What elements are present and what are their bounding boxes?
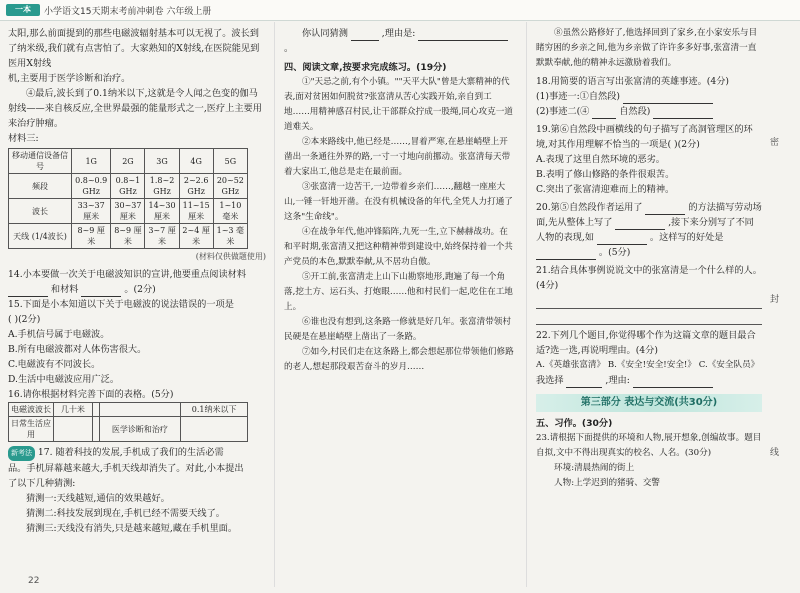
answer-cell[interactable] — [181, 417, 248, 442]
question-19: 19.第⑥自然段中画横线的句子描写了高洞管理区的环境,对其作用理解不恰当的一项是( )(2分) — [536, 124, 753, 150]
reason-label: ,理由: — [605, 375, 630, 386]
paragraph: ④在战争年代,他冲锋陷阵,九死一生,立下赫赫战功。在和平时期,张富清又把这种精神带到建设中,始终保持着一个共产党员的本色,默默奉献,从不居功自傲。 — [284, 227, 513, 267]
question-23: 23.请根据下面提供的环境和人物,展开想象,创编故事。题目自拟,文中不得出现真实的校名、人名。(30分) — [536, 433, 762, 458]
q20-text: 。(5分) — [598, 247, 631, 258]
option: C.突出了张富清迎难而上的精神。 — [536, 184, 675, 195]
answer-blank[interactable] — [597, 233, 647, 245]
table-row — [9, 403, 248, 417]
answer-blank[interactable] — [351, 29, 379, 41]
answer-blank[interactable] — [633, 376, 713, 388]
table-cell: 0.1纳米以下 — [181, 403, 248, 417]
table-row — [9, 174, 248, 199]
intro-line: 太阳,那么前面提到的那些电磁波辐射基本可以无视了。波长到 — [8, 28, 259, 39]
seal-mark: 线 — [770, 448, 780, 458]
q14-mid: 和材料 — [50, 284, 79, 295]
paragraph: ⑥谁也没有想到,这条路一修就是好几年。张富清带领村民硬是在悬崖峭壁上凿出了一条路。 — [284, 317, 511, 342]
question-14 — [8, 267, 266, 297]
answer-cell[interactable] — [92, 403, 99, 417]
table-row — [9, 417, 248, 442]
section-5-title: 五、习作。(30分) — [536, 418, 613, 429]
seal-mark: 密 — [770, 138, 780, 148]
section-4-title: 四、阅读文章,按要求完成练习。(19分) — [284, 62, 447, 73]
intro-line: 射线——来自核反应,全世界最强的能量形式之一,医疗上主要用 — [8, 103, 262, 114]
period: 。 — [284, 43, 294, 54]
table-cell: 8~9 厘米 — [111, 224, 145, 249]
table-header: 3G — [145, 149, 179, 174]
choice-label: 我选择 — [536, 375, 564, 386]
table-header: 5G — [213, 149, 247, 174]
intro-line: 机,主要用于医学诊断和治疗。 — [8, 73, 131, 84]
seal-mark: 封 — [770, 295, 780, 305]
table-cell: 33~37 厘米 — [72, 199, 111, 224]
answer-cell[interactable] — [92, 417, 99, 442]
table-cell: 3~7 厘米 — [145, 224, 179, 249]
table-cell: 20~52 GHz — [213, 174, 247, 199]
table-cell: 天线 (1/4波长) — [9, 224, 72, 249]
paragraph: ③张富清一边苦干,一边带着乡亲们……,翻越一座座大山,一锤一钎地开凿。在没有机械设备的年代,全凭人力打通了这条"生命线"。 — [284, 182, 513, 222]
q17-line: 猜测三:天线没有消失,只是越来越短,藏在手机里面。 — [26, 523, 238, 534]
question-17 — [8, 445, 266, 461]
table-cell: 1.8~2 GHz — [145, 174, 179, 199]
intro-line: ④最后,波长到了0.1纳米以下,这就是令人闻之色变的伽马 — [26, 88, 258, 99]
question-22: 22.下列几个题目,你觉得哪个作为这篇文章的题目最合适?选一选,再说明理由。(4分) — [536, 330, 756, 356]
q22-options: A.《英雄张富清》 B.《安全!安全!安全!》 C.《安全队员》 — [536, 360, 760, 370]
brand-logo: 一本 — [6, 4, 40, 16]
question-15: 15.下面是小本知道以下关于电磁波的说法错误的一项是 — [8, 299, 234, 310]
table-cell: 波长 — [9, 199, 72, 224]
guess-label: 你认同猜测 — [302, 28, 348, 39]
q20-text: 的方法描写劳动场面,先从整体上写了 — [536, 202, 762, 228]
table-cell: 几十米 — [54, 403, 93, 417]
answer-blank[interactable] — [8, 285, 48, 297]
table-cell: 11~15 厘米 — [179, 199, 213, 224]
paragraph: ⑦如今,村民们走在这条路上,都会想起那位带领他们修路的老人,想起那段艰苦奋斗的岁月…… — [284, 347, 514, 372]
series-title: 小学语文15天期末考前冲刺卷 六年级上册 — [44, 7, 212, 17]
reason-label: ,理由是: — [381, 28, 416, 39]
table-cell: 频段 — [9, 174, 72, 199]
paragraph: ⑧虽然公路修好了,他选择回到了家乡,在小家安乐与目睹穷困的乡亲之间,他为乡亲做了许许多多好事,张富清一直默默奉献,他的精神永远激励着我们。 — [536, 28, 758, 68]
table-header: 移动通信设备信号 — [9, 149, 72, 174]
material-title: 材料三: — [8, 133, 39, 144]
question-21: 21.结合具体事例说说文中的张富清是一个什么样的人。(4分) — [536, 265, 762, 291]
right-column — [536, 26, 762, 491]
column-divider — [274, 22, 275, 587]
q20-text: 。这样写的好处是 — [649, 232, 724, 243]
q20-text: ,接下来分别写了不同人物的表现,如 — [536, 217, 754, 243]
q18-item — [536, 104, 762, 119]
table-row — [9, 149, 248, 174]
table-note: (材料仅供做题使用) — [195, 252, 266, 261]
option: B.所有电磁波都对人体伤害很大。 — [8, 344, 147, 355]
table-cell: 2~2.6 GHz — [179, 174, 213, 199]
answer-blank[interactable] — [81, 285, 121, 297]
table-cell: 1~10 毫米 — [213, 199, 247, 224]
option: A.手机信号属于电磁波。 — [8, 329, 110, 340]
answer-blank[interactable] — [418, 29, 508, 41]
option: D.生活中电磁波应用广泛。 — [8, 374, 120, 385]
table-row — [9, 224, 248, 249]
q17-line: 17. 随着科技的发展,手机成了我们的生活必需 — [37, 447, 224, 458]
answer-blank[interactable] — [536, 248, 596, 260]
table-cell: 0.8~0.9 GHz — [72, 174, 111, 199]
q22-choice — [536, 373, 762, 388]
question-18: 18.用简要的语言写出张富清的英雄事迹。(4分) — [536, 76, 729, 87]
intro-line: 来治疗肿瘤。 — [8, 118, 64, 129]
table-header: 1G — [72, 149, 111, 174]
q18-label: (2)事迹二(④ — [536, 106, 590, 117]
table-cell: 电磁波波长 — [9, 403, 54, 417]
paragraph: ①"天忌之前,有个小镇。""天平大队"曾是大寨精神的代表,面对贫困如何脱贫?张富清从苦心实践开始,亲自到工地……用精神感召村民,让干部群众拧成一股绳,同心攻克一道道难关。 — [284, 77, 513, 132]
table-cell: 2~4 厘米 — [179, 224, 213, 249]
question-20 — [536, 200, 762, 260]
q17-line: 了以下几种猜测: — [8, 478, 76, 489]
intro-line: 了纳米级,我们就有点害怕了。大家熟知的X射线,在医院能见到医用X射线 — [8, 43, 260, 69]
q18-item — [536, 89, 762, 104]
table-cell: 8~9 厘米 — [72, 224, 111, 249]
option: C.电磁波有不同波长。 — [8, 359, 101, 370]
q18-label: (1)事迹一:①自然段) — [536, 91, 621, 102]
part-3-banner: 第三部分 表达与交流(共30分) — [536, 394, 762, 412]
page-number: 22 — [28, 576, 40, 586]
table-cell: 0.8~1 GHz — [111, 174, 145, 199]
table-cell: 30~37 厘米 — [111, 199, 145, 224]
left-column — [8, 26, 266, 536]
answer-blank[interactable] — [653, 107, 713, 119]
answer-cell[interactable] — [99, 403, 181, 417]
paragraph: ⑤开工前,张富清走上山下山勘察地形,跑遍了每一个角落,挖土方、运石头、打炮眼……他和村民们一起,吃住在工地上。 — [284, 272, 513, 312]
q17-line: 猜测二:科技发展到现在,手机已经不需要天线了。 — [26, 508, 225, 519]
answer-line[interactable] — [536, 309, 762, 325]
answer-cell[interactable] — [54, 417, 93, 442]
q18-label: 自然段) — [619, 106, 651, 117]
answer-blank[interactable] — [566, 376, 602, 388]
paragraph: ②本来路线中,他已经是……,冒着严寒,在悬崖峭壁上开凿出一条通往外界的路,一寸一寸地向前挪动。张富清每天带着大家出工,他总是走在最前面。 — [284, 137, 511, 177]
middle-column — [284, 26, 514, 375]
answer-blank[interactable] — [623, 92, 713, 104]
answer-line[interactable] — [536, 293, 762, 309]
answer-blank[interactable] — [645, 203, 685, 215]
option: B.表明了修山修路的条件很艰苦。 — [536, 169, 675, 180]
table-cell: 日常生活应用 — [9, 417, 54, 442]
frequency-table — [8, 148, 248, 249]
answer-blank[interactable] — [615, 218, 665, 230]
q17-line: 品。手机屏幕越来越大,手机天线却消失了。对此,小本提出 — [8, 463, 244, 474]
question-16: 16.请你根据材料完善下面的表格。(5分) — [8, 389, 174, 400]
option: A.表现了这里自然环境的恶劣。 — [536, 154, 665, 165]
q17-line: 猜测一:天线越短,通信的效果越好。 — [26, 493, 170, 504]
q20-text: 20.第⑤自然段作者运用了 — [536, 202, 643, 213]
environment: 环境:清晨热闹的街上 — [554, 463, 635, 473]
q14-score: 。(2分) — [124, 284, 156, 295]
q15-score: ( )(2分) — [8, 314, 41, 325]
q14-stem: 14.小本要做一次关于电磁波知识的宣讲,他要重点阅读材料 — [8, 269, 247, 280]
table-cell: 14~30 厘米 — [145, 199, 179, 224]
table-cell: 1~3 毫米 — [213, 224, 247, 249]
table-row — [9, 199, 248, 224]
new-method-tag: 新考法 — [8, 446, 35, 461]
table-header: 2G — [111, 149, 145, 174]
wave-table — [8, 402, 248, 442]
table-header: 4G — [179, 149, 213, 174]
characters: 人物:上学迟到的猪骑、交警 — [554, 478, 661, 488]
table-cell: 医学诊断和治疗 — [99, 417, 181, 442]
header-bar — [0, 0, 800, 21]
column-divider — [526, 22, 527, 587]
answer-blank[interactable] — [592, 107, 616, 119]
guess-line — [284, 26, 514, 56]
